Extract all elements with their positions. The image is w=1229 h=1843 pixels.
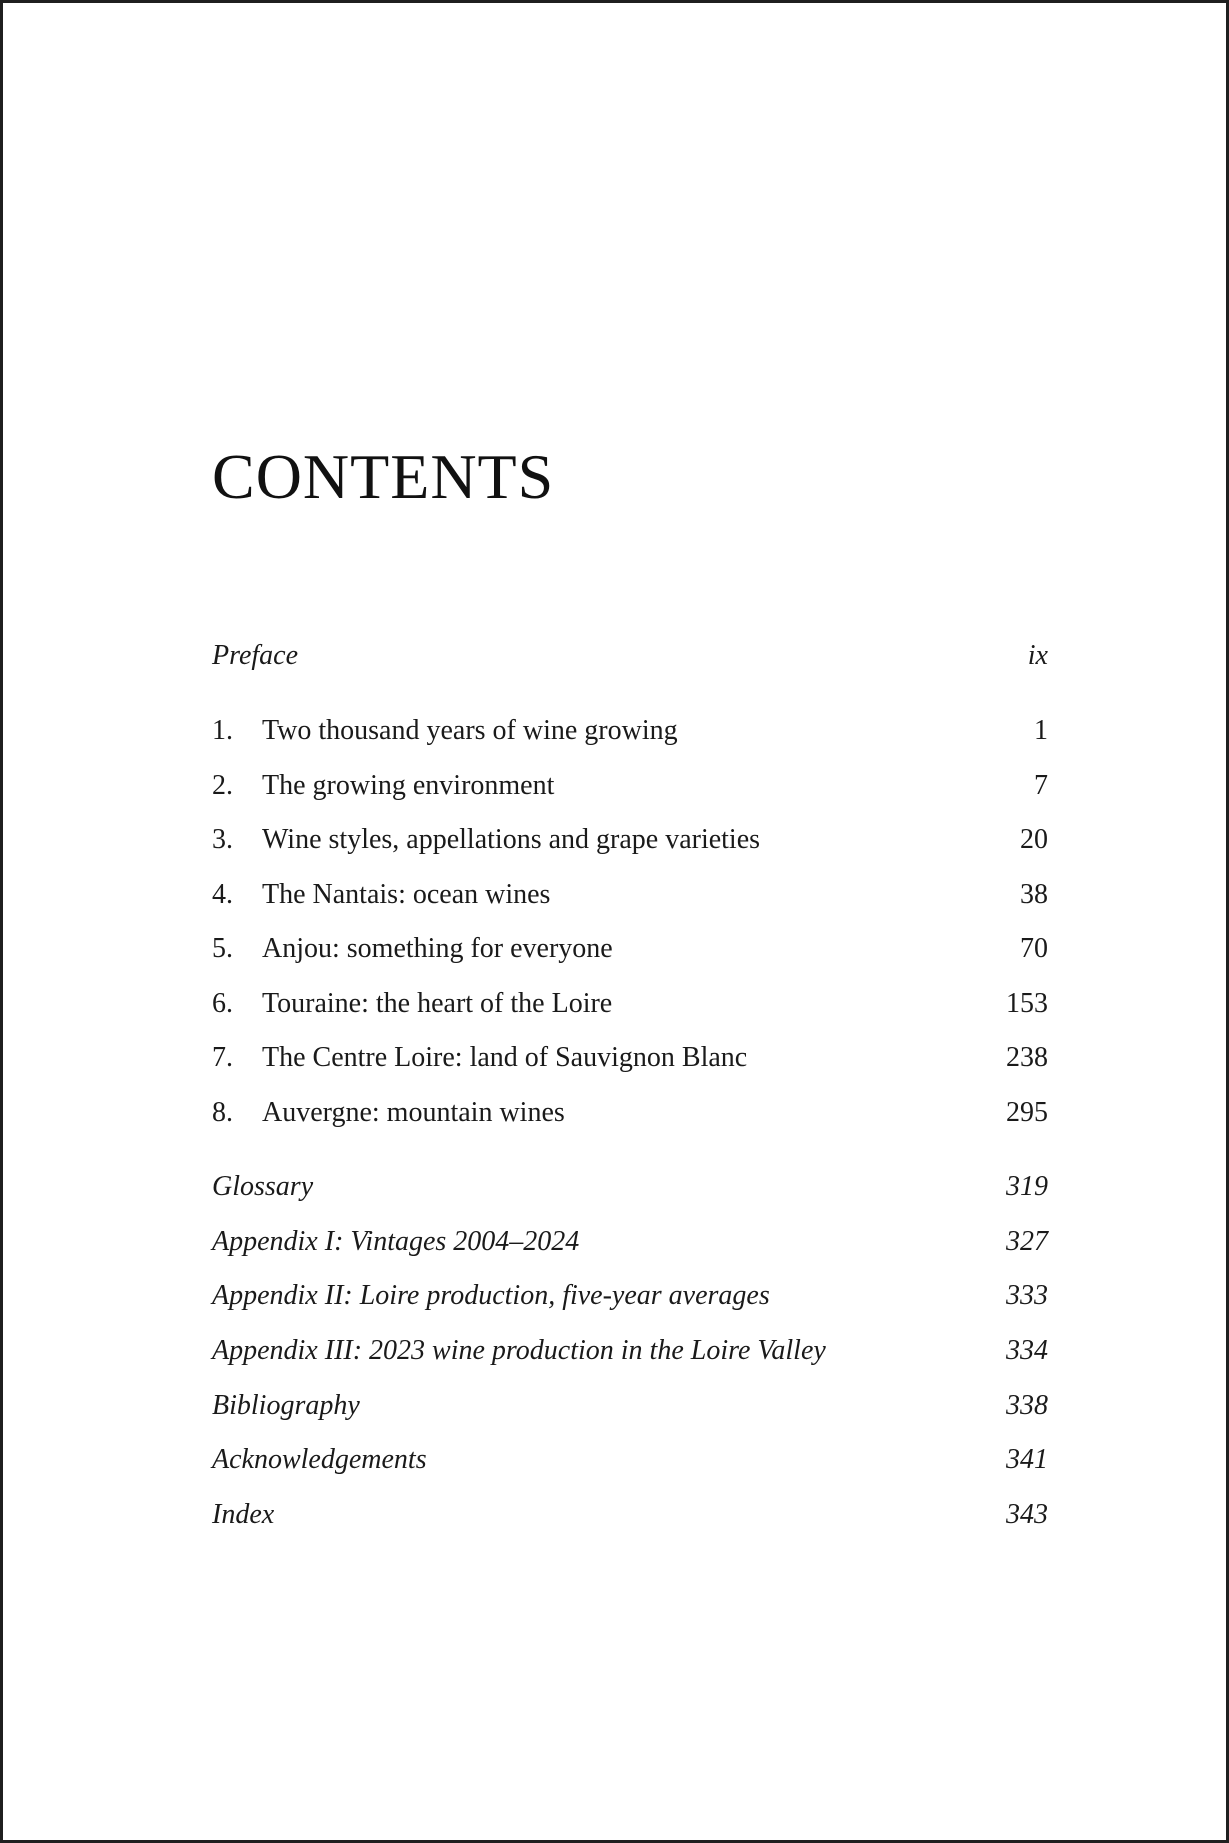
chapter-number: 5. [212,933,233,964]
chapter-number: 3. [212,824,233,855]
toc-chapter-6[interactable] [212,981,1048,1027]
toc-entry-page: 238 [1006,1042,1048,1073]
chapter-number: 1. [212,715,233,746]
toc-entry-title: Appendix III: 2023 wine production in the Loire Valley [212,1335,826,1366]
toc-entry-page: 333 [1006,1280,1048,1311]
toc-chapter-1[interactable] [212,708,1048,754]
toc-entry-title: Auvergne: mountain wines [262,1097,565,1128]
toc-entry-glossary[interactable] [212,1164,1048,1210]
toc-entry-page: 38 [1020,879,1048,910]
toc-entry-title: Acknowledgements [212,1444,427,1475]
toc-entry-page: 7 [1034,770,1048,801]
toc-entry-page: 334 [1006,1335,1048,1366]
toc-entry-title: The growing environment [262,770,555,801]
toc-entry-preface[interactable] [212,633,1048,679]
toc-entry-page: 295 [1006,1097,1048,1128]
toc-chapter-7[interactable] [212,1035,1048,1081]
toc-entry-title: Wine styles, appellations and grape varieties [262,824,761,855]
chapter-number: 7. [212,1042,233,1073]
toc-entry-page: 343 [1006,1499,1048,1530]
toc-entry-title: Bibliography [212,1390,360,1421]
chapter-number: 8. [212,1097,233,1128]
toc-entry-title: The Nantais: ocean wines [262,879,551,910]
toc-chapter-8[interactable] [212,1090,1048,1136]
toc-entry-title: Appendix I: Vintages 2004–2024 [212,1226,580,1257]
toc-entry-bibliography[interactable] [212,1383,1048,1429]
toc-entry-appendix-1[interactable] [212,1219,1048,1265]
toc-entry-page: 338 [1006,1390,1048,1421]
toc-entry-appendix-2[interactable] [212,1273,1048,1319]
page-title: CONTENTS [212,440,555,512]
chapter-number: 4. [212,879,233,910]
toc-chapter-2[interactable] [212,763,1048,809]
toc-chapter-5[interactable] [212,926,1048,972]
toc-entry-acknowledgements[interactable] [212,1437,1048,1483]
toc-entry-index[interactable] [212,1492,1048,1538]
toc-entry-page: 20 [1020,824,1048,855]
toc-chapter-3[interactable] [212,817,1048,863]
toc-entry-page: 341 [1006,1444,1048,1475]
toc-entry-title: The Centre Loire: land of Sauvignon Blanc [262,1042,748,1073]
toc-entry-page: 153 [1006,988,1048,1019]
toc-entry-appendix-3[interactable] [212,1328,1048,1374]
toc-entry-title: Two thousand years of wine growing [262,715,678,746]
toc-chapter-4[interactable] [212,872,1048,918]
toc-entry-page: 70 [1020,933,1048,964]
toc-entry-page: ix [1027,640,1048,671]
chapter-number: 6. [212,988,233,1019]
toc-entry-page: 1 [1034,715,1048,746]
chapter-number: 2. [212,770,233,801]
toc-entry-title: Preface [212,640,299,671]
toc-entry-title: Glossary [212,1171,314,1202]
toc-entry-title: Anjou: something for everyone [262,933,613,964]
toc-entry-page: 319 [1006,1171,1048,1202]
toc-entry-title: Index [212,1499,275,1530]
toc-entry-page: 327 [1006,1226,1048,1257]
toc-entry-title: Touraine: the heart of the Loire [262,988,613,1019]
toc-entry-title: Appendix II: Loire production, five-year averages [212,1280,770,1311]
contents-page [212,0,1048,1843]
